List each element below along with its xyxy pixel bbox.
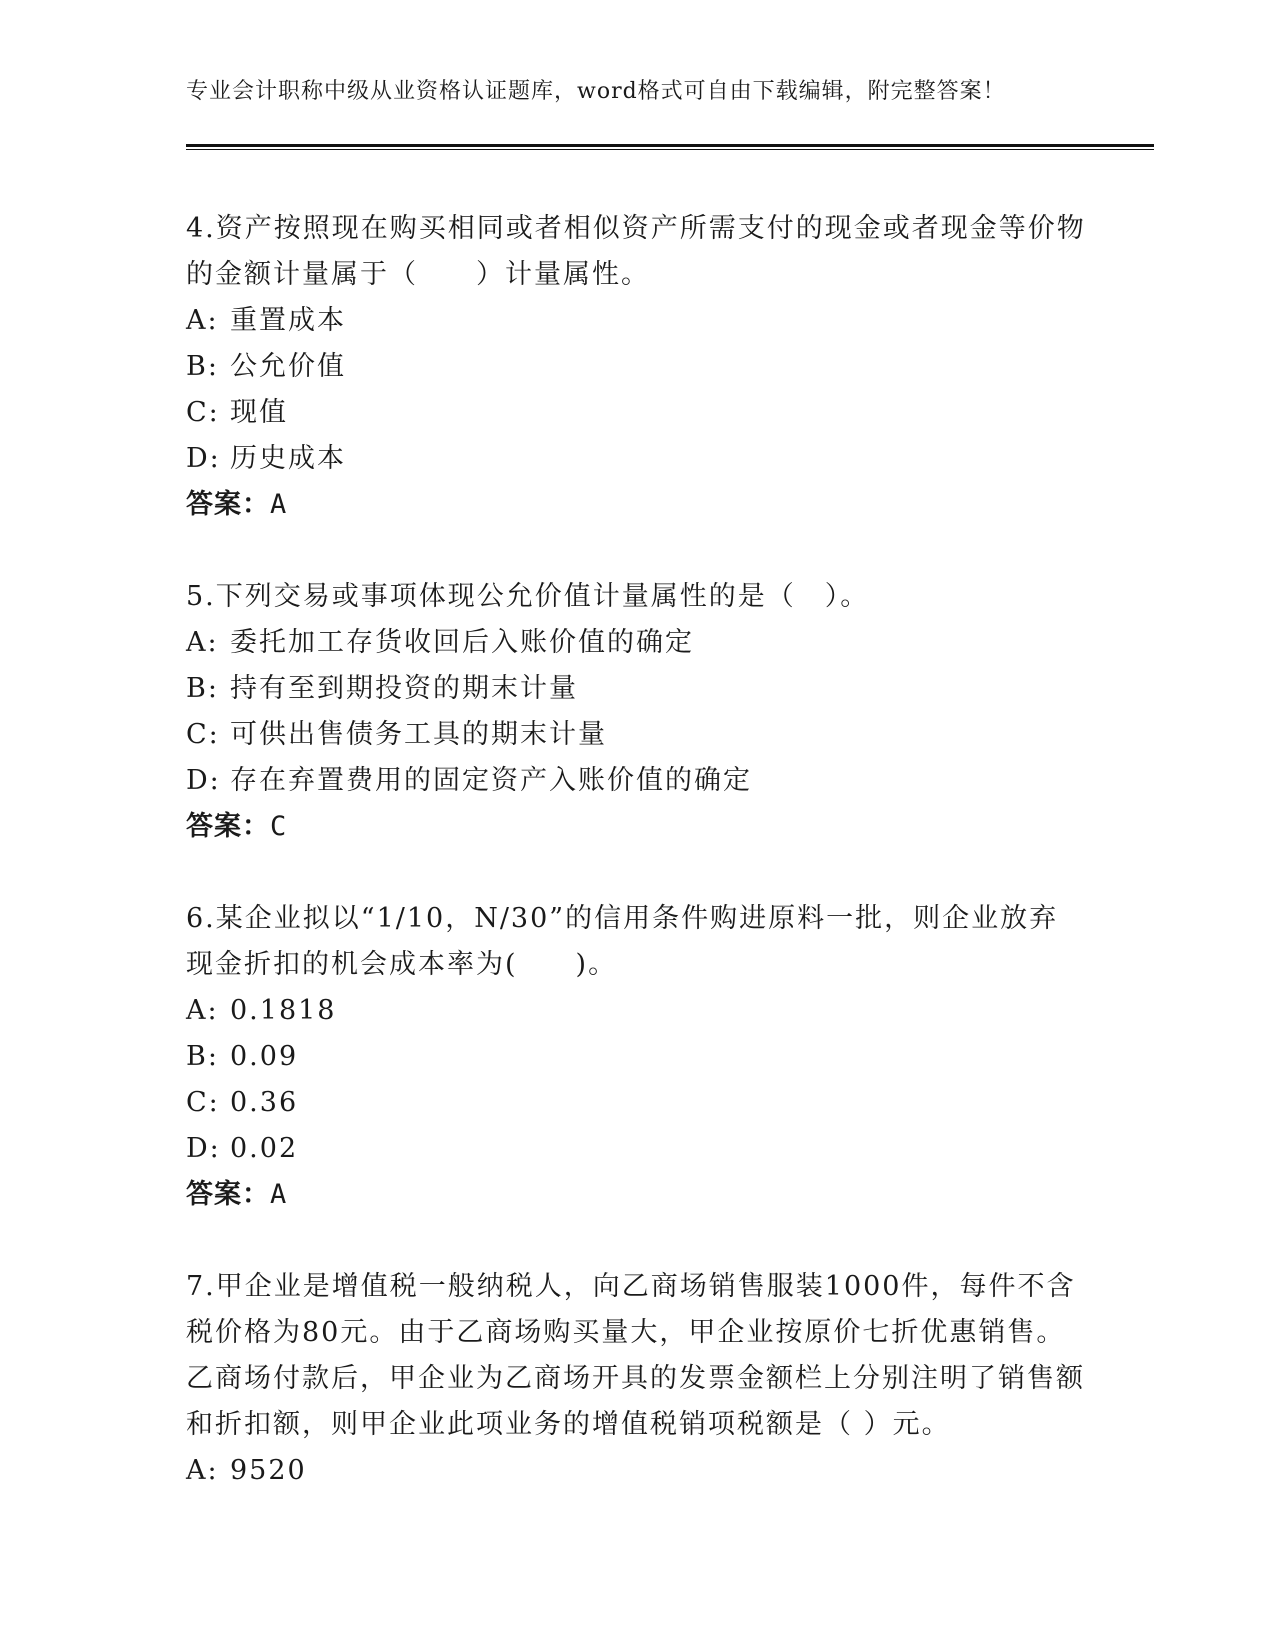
option-key: A: bbox=[186, 627, 219, 658]
answer-option bbox=[186, 390, 1086, 436]
question-stem: 7.甲企业是增值税一般纳税人，向乙商场销售服装1000件，每件不含税价格为80元。由于乙商场购买量大，甲企业按原价七折优惠销售。乙商场付款后，甲企业为乙商场开具的发票金额栏上分别注明了销售额和折扣额，则甲企业此项业务的增值税销项税额是（ ）元。 bbox=[186, 1271, 1085, 1440]
answer-option bbox=[186, 988, 1086, 1034]
answer-option bbox=[186, 298, 1086, 344]
option-key: D: bbox=[186, 443, 221, 474]
header-divider bbox=[186, 144, 1154, 150]
question-stem: 5.下列交易或事项体现公允价值计量属性的是（ ）。 bbox=[186, 581, 870, 612]
option-text: 委托加工存货收回后入账价值的确定 bbox=[230, 627, 694, 658]
option-key: B: bbox=[186, 673, 219, 704]
option-text: 重置成本 bbox=[230, 305, 346, 336]
answer-label: 答案： bbox=[186, 811, 270, 842]
option-key: A: bbox=[186, 305, 219, 336]
answer-label: 答案： bbox=[186, 489, 270, 520]
question-stem: 6.某企业拟以“1/10，N/30”的信用条件购进原料一批，则企业放弃现金折扣的机会成本率为( )。 bbox=[186, 903, 1059, 980]
answer-option bbox=[186, 1448, 1086, 1494]
answer-line bbox=[186, 1172, 1086, 1218]
answer-option bbox=[186, 344, 1086, 390]
question-stem: 4.资产按照现在购买相同或者相似资产所需支付的现金或者现金等价物的金额计量属于（ ）计量属性。 bbox=[186, 213, 1086, 290]
option-text: 0.36 bbox=[230, 1087, 299, 1118]
answer-line bbox=[186, 482, 1086, 528]
answer-value: C bbox=[270, 811, 288, 842]
option-key: A: bbox=[186, 1455, 219, 1486]
option-key: A: bbox=[186, 995, 219, 1026]
answer-option bbox=[186, 758, 1086, 804]
option-text: 公允价值 bbox=[230, 351, 346, 382]
option-key: D: bbox=[186, 1133, 221, 1164]
answer-option bbox=[186, 666, 1086, 712]
answer-option bbox=[186, 1034, 1086, 1080]
option-key: B: bbox=[186, 1041, 219, 1072]
option-text: 0.02 bbox=[230, 1133, 299, 1164]
answer-option bbox=[186, 1080, 1086, 1126]
answer-line bbox=[186, 804, 1086, 850]
question-item bbox=[186, 206, 1086, 528]
answer-option bbox=[186, 436, 1086, 482]
option-text: 现值 bbox=[230, 397, 288, 428]
option-text: 存在弃置费用的固定资产入账价值的确定 bbox=[230, 765, 752, 796]
question-item bbox=[186, 896, 1086, 1218]
answer-option bbox=[186, 712, 1086, 758]
option-key: D: bbox=[186, 765, 221, 796]
answer-option bbox=[186, 1126, 1086, 1172]
option-text: 持有至到期投资的期末计量 bbox=[230, 673, 578, 704]
answer-value: A bbox=[270, 489, 288, 520]
question-item bbox=[186, 574, 1086, 850]
answer-option bbox=[186, 620, 1086, 666]
page-header: 专业会计职称中级从业资格认证题库，word格式可自由下载编辑，附完整答案！ bbox=[186, 79, 1006, 104]
option-text: 0.09 bbox=[230, 1041, 299, 1072]
option-text: 历史成本 bbox=[230, 443, 346, 474]
option-key: C: bbox=[186, 1087, 220, 1118]
option-key: C: bbox=[186, 397, 220, 428]
answer-value: A bbox=[270, 1179, 288, 1210]
option-text: 9520 bbox=[230, 1455, 307, 1486]
option-key: C: bbox=[186, 719, 220, 750]
option-text: 可供出售债务工具的期末计量 bbox=[230, 719, 607, 750]
answer-label: 答案： bbox=[186, 1179, 270, 1210]
question-list bbox=[186, 206, 1086, 1540]
option-key: B: bbox=[186, 351, 219, 382]
option-text: 0.1818 bbox=[230, 995, 337, 1026]
question-item bbox=[186, 1264, 1086, 1494]
